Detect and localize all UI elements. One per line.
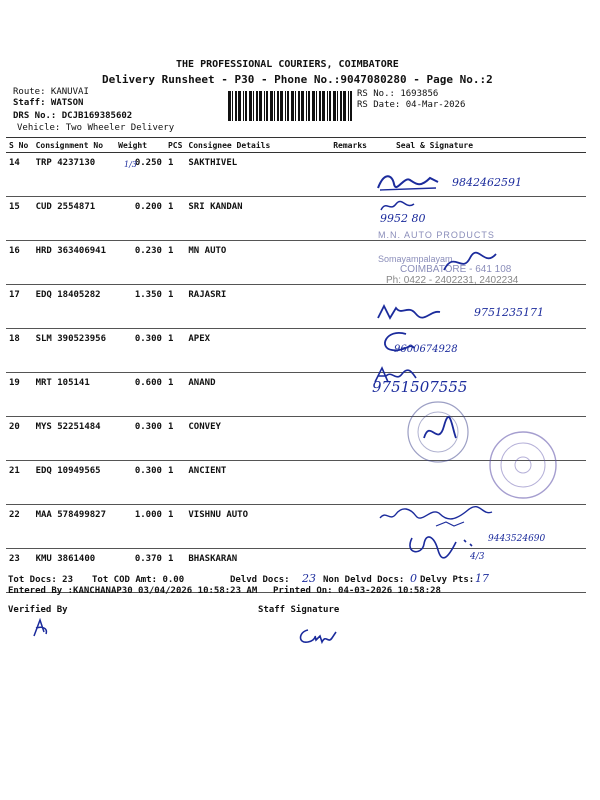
cell-sno: 23: [6, 549, 33, 593]
barcode-bar: [266, 91, 268, 121]
stamp-phone: Ph: 0422 - 2402231, 2402234: [386, 275, 519, 286]
cell-sno: 16: [6, 241, 33, 285]
cell-weight: 0.230: [115, 241, 165, 285]
cell-consignment: MAA 578499827: [33, 505, 116, 549]
col-weight: Weight: [115, 138, 165, 153]
round-stamp-20: [404, 398, 472, 466]
barcode-bar: [319, 91, 321, 121]
table-header-row: [6, 138, 586, 153]
cell-sno: 17: [6, 285, 33, 329]
barcode-bar: [337, 91, 338, 121]
signature-16: [440, 248, 500, 278]
barcode-bar: [301, 91, 304, 121]
barcode-bar: [232, 91, 233, 121]
verified-by-label: Verified By: [8, 605, 68, 615]
barcode-bar: [277, 91, 279, 121]
total-cod: Tot COD Amt: 0.00: [92, 575, 185, 585]
col-consignee: Consignee Details: [185, 138, 330, 153]
round-stamp-22: [486, 428, 560, 502]
cell-pcs: 1: [165, 285, 185, 329]
barcode-bar: [329, 91, 331, 121]
phone-14: 9842462591: [452, 176, 522, 189]
runsheet-table: [6, 137, 586, 593]
signature-22: [376, 500, 496, 530]
table-row: [6, 373, 586, 417]
cell-pcs: 1: [165, 197, 185, 241]
cell-weight: 1.350: [115, 285, 165, 329]
barcode-bar: [327, 91, 328, 121]
barcode-bar: [333, 91, 336, 121]
cell-consignment: MYS 52251484: [33, 417, 116, 461]
printed-on: Printed On: 04-03-2026 10:58:28: [273, 586, 441, 596]
staff-signature: [296, 624, 340, 652]
phone-19: 9751507555: [372, 378, 468, 396]
barcode-bar: [259, 91, 262, 121]
barcode-bar: [249, 91, 252, 121]
rs-number: RS No.: 1693856: [357, 89, 439, 99]
cell-sno: 21: [6, 461, 33, 505]
barcode-bar: [306, 91, 307, 121]
cell-weight: 0.300: [115, 461, 165, 505]
stamp-city: COIMBATORE - 641 108: [400, 264, 512, 275]
barcode-bar: [312, 91, 315, 121]
cell-weight: 0.300: [115, 329, 165, 373]
col-remarks: Remarks: [330, 138, 370, 153]
cell-consignment: MRT 105141: [33, 373, 116, 417]
cell-remarks: [330, 505, 370, 549]
cell-consignment: EDQ 10949565: [33, 461, 116, 505]
cell-consignee: CONVEY: [185, 417, 330, 461]
cell-sno: 14: [6, 153, 33, 197]
phone-23: 9443524690: [488, 534, 546, 544]
signature-17: [376, 302, 444, 322]
table-row: [6, 153, 586, 197]
cell-remarks: [330, 197, 370, 241]
cell-remarks: [330, 153, 370, 197]
stamp-street: Somayampalayam: [378, 254, 453, 264]
barcode-bar: [238, 91, 241, 121]
cell-sno: 20: [6, 417, 33, 461]
barcode-bar: [253, 91, 254, 121]
cell-sno: 18: [6, 329, 33, 373]
cell-sno: 22: [6, 505, 33, 549]
cell-weight: 0.250: [115, 153, 165, 197]
rs-date: RS Date: 04-Mar-2026: [357, 100, 466, 110]
verifier-signature: [30, 618, 52, 638]
barcode-bar: [343, 91, 346, 121]
cell-pcs: 1: [165, 153, 185, 197]
barcode-bar: [298, 91, 300, 121]
cell-consignee: APEX: [185, 329, 330, 373]
cell-pcs: 1: [165, 461, 185, 505]
cell-weight: 0.370: [115, 549, 165, 593]
staff-signature-label: Staff Signature: [258, 605, 340, 615]
table-row: [6, 329, 586, 373]
barcode-bar: [308, 91, 310, 121]
company-name: THE PROFESSIONAL COURIERS, COIMBATORE: [176, 59, 399, 70]
cell-weight: 0.600: [115, 373, 165, 417]
drs-number: DRS No.: DCJB169385602: [13, 111, 133, 121]
cell-consignment: KMU 3861400: [33, 549, 116, 593]
barcode-bar: [235, 91, 237, 121]
cell-pcs: 1: [165, 417, 185, 461]
cell-consignment: HRD 363406941: [33, 241, 116, 285]
cell-consignee: ANAND: [185, 373, 330, 417]
cell-remarks: [330, 373, 370, 417]
cell-consignee: MN AUTO: [185, 241, 330, 285]
cell-consignment: TRP 4237130: [33, 153, 116, 197]
cell-consignee: SAKTHIVEL: [185, 153, 330, 197]
margin-note: 1/3: [124, 160, 137, 169]
barcode-bar: [340, 91, 342, 121]
date-23: 4/3: [470, 552, 485, 562]
barcode-bar: [274, 91, 275, 121]
cell-weight: 1.000: [115, 505, 165, 549]
cell-pcs: 1: [165, 549, 185, 593]
cell-remarks: [330, 285, 370, 329]
route: Route: KANUVAI: [13, 87, 89, 97]
total-docs: Tot Docs: 23: [8, 575, 74, 585]
barcode-bar: [316, 91, 317, 121]
barcode-bar: [243, 91, 244, 121]
barcode-bar: [264, 91, 265, 121]
cell-pcs: 1: [165, 505, 185, 549]
cell-weight: 0.300: [115, 417, 165, 461]
barcode-bar: [256, 91, 258, 121]
cell-consignee: VISHNU AUTO: [185, 505, 330, 549]
cell-remarks: [330, 461, 370, 505]
cell-pcs: 1: [165, 373, 185, 417]
phone-18: 9600674928: [394, 344, 458, 355]
col-pcs: PCS: [165, 138, 185, 153]
cell-consignee: RAJASRI: [185, 285, 330, 329]
cell-remarks: [330, 329, 370, 373]
delivery-points-label: Delvy Pts:: [420, 575, 475, 585]
number-15: 9952 80: [380, 212, 426, 225]
cell-sno: 19: [6, 373, 33, 417]
cell-remarks: [330, 241, 370, 285]
cell-consignment: EDQ 18405282: [33, 285, 116, 329]
non-delivered-count: 0: [410, 572, 417, 585]
cell-pcs: 1: [165, 329, 185, 373]
phone-17: 9751235171: [474, 306, 544, 319]
col-sno: S No: [6, 138, 33, 153]
cell-consignee: BHASKARAN: [185, 549, 330, 593]
entered-by: Entered By :KANCHANAP30 03/04/2026 10:58:23 AM: [8, 586, 258, 596]
delivery-points-count: 17: [475, 572, 489, 585]
barcode-bar: [245, 91, 247, 121]
cell-sno: 15: [6, 197, 33, 241]
barcode-bar: [295, 91, 296, 121]
barcode-bar: [322, 91, 325, 121]
barcode-bar: [287, 91, 289, 121]
cell-weight: 0.200: [115, 197, 165, 241]
delivered-docs-count: 23: [302, 572, 316, 585]
staff: Staff: WATSON: [13, 98, 84, 108]
barcode-bar: [291, 91, 294, 121]
stamp-company-name: M.N. AUTO PRODUCTS: [378, 230, 495, 240]
barcode: [228, 91, 354, 121]
cell-consignee: ANCIENT: [185, 461, 330, 505]
barcode-bar: [350, 91, 352, 121]
barcode-bar: [270, 91, 273, 121]
runsheet-title: Delivery Runsheet - P30 - Phone No.:9047080280 - Page No.:2: [102, 73, 493, 86]
col-consignment: Consignment No: [33, 138, 116, 153]
barcode-bar: [280, 91, 283, 121]
cell-remarks: [330, 417, 370, 461]
delivered-docs-label: Delvd Docs:: [230, 575, 290, 585]
barcode-bar: [348, 91, 349, 121]
vehicle: Vehicle: Two Wheeler Delivery: [17, 123, 175, 133]
barcode-bar: [228, 91, 231, 121]
barcode-bar: [285, 91, 286, 121]
cell-pcs: 1: [165, 241, 185, 285]
col-seal: Seal & Signature: [370, 138, 586, 153]
non-delivered-label: Non Delvd Docs:: [323, 575, 405, 585]
cell-consignment: CUD 2554871: [33, 197, 116, 241]
cell-consignment: SLM 390523956: [33, 329, 116, 373]
cell-consignee: SRI KANDAN: [185, 197, 330, 241]
signature-14: [374, 170, 444, 194]
